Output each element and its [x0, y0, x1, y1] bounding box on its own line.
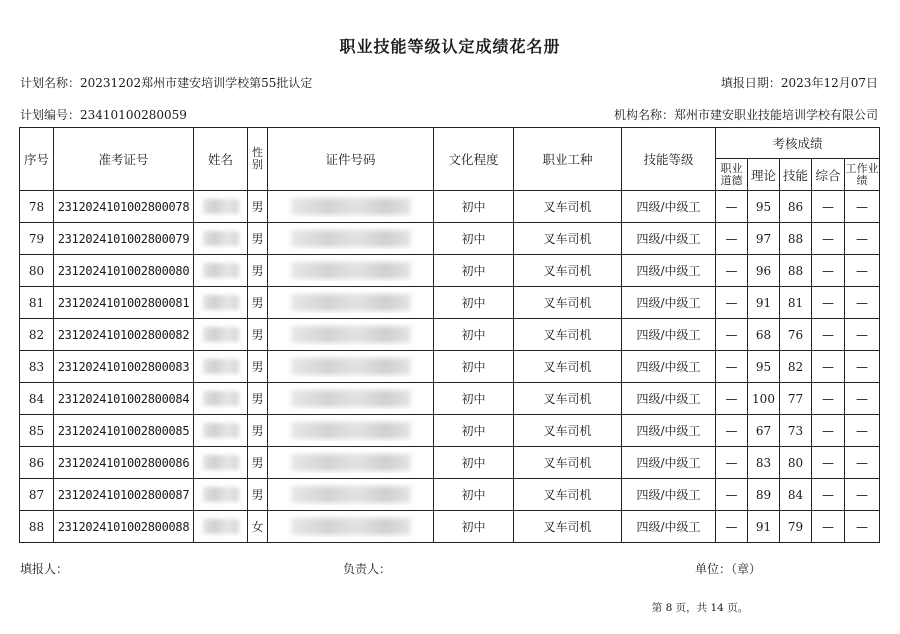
- header-comprehensive: 综合: [812, 159, 845, 191]
- cell-comprehensive: —: [812, 447, 845, 479]
- cell-name-redacted: [194, 447, 248, 479]
- cell-seq: 82: [20, 319, 54, 351]
- cell-seq: 86: [20, 447, 54, 479]
- redacted-name-block: [203, 263, 239, 278]
- redacted-id-block: [291, 262, 411, 279]
- cell-ethics: —: [716, 479, 748, 511]
- cell-occupation: 叉车司机: [514, 319, 622, 351]
- cell-education: 初中: [434, 351, 514, 383]
- cell-exam-no: 2312024101002800084: [54, 383, 194, 415]
- cell-exam-no: 2312024101002800079: [54, 223, 194, 255]
- cell-theory: 83: [748, 447, 780, 479]
- footer-responsible: 负责人：: [343, 562, 392, 576]
- cell-comprehensive: —: [812, 415, 845, 447]
- header-scores: 考核成绩: [716, 128, 880, 159]
- cell-id-redacted: [268, 287, 434, 319]
- cell-ethics: —: [716, 319, 748, 351]
- redacted-name-block: [203, 423, 239, 438]
- cell-id-redacted: [268, 383, 434, 415]
- plan-name-label: 计划名称：: [20, 76, 81, 90]
- cell-theory: 95: [748, 191, 780, 223]
- table-row: [20, 415, 880, 447]
- cell-gender: 男: [248, 351, 268, 383]
- cell-ethics: —: [716, 255, 748, 287]
- cell-occupation: 叉车司机: [514, 415, 622, 447]
- cell-seq: 81: [20, 287, 54, 319]
- cell-name-redacted: [194, 255, 248, 287]
- cell-id-redacted: [268, 223, 434, 255]
- cell-level: 四级/中级工: [622, 511, 716, 543]
- cell-work-performance: —: [845, 415, 880, 447]
- cell-occupation: 叉车司机: [514, 255, 622, 287]
- cell-theory: 67: [748, 415, 780, 447]
- redacted-id-block: [291, 326, 411, 343]
- cell-work-performance: —: [845, 447, 880, 479]
- score-roster-table: [19, 127, 880, 543]
- redacted-id-block: [291, 294, 411, 311]
- cell-name-redacted: [194, 383, 248, 415]
- cell-seq: 78: [20, 191, 54, 223]
- cell-name-redacted: [194, 319, 248, 351]
- cell-level: 四级/中级工: [622, 287, 716, 319]
- document-title: 职业技能等级认定成绩花名册: [339, 37, 561, 56]
- cell-id-redacted: [268, 415, 434, 447]
- cell-id-redacted: [268, 351, 434, 383]
- cell-occupation: 叉车司机: [514, 191, 622, 223]
- redacted-name-block: [203, 519, 239, 534]
- header-level: 技能等级: [622, 128, 716, 191]
- cell-name-redacted: [194, 351, 248, 383]
- footer-unit: 单位：（章）: [695, 562, 762, 576]
- cell-level: 四级/中级工: [622, 255, 716, 287]
- cell-id-redacted: [268, 191, 434, 223]
- cell-occupation: 叉车司机: [514, 511, 622, 543]
- cell-comprehensive: —: [812, 351, 845, 383]
- redacted-id-block: [291, 454, 411, 471]
- cell-education: 初中: [434, 511, 514, 543]
- cell-gender: 男: [248, 319, 268, 351]
- cell-exam-no: 2312024101002800088: [54, 511, 194, 543]
- cell-work-performance: —: [845, 287, 880, 319]
- cell-id-redacted: [268, 319, 434, 351]
- table-row: [20, 191, 880, 223]
- cell-exam-no: 2312024101002800083: [54, 351, 194, 383]
- cell-level: 四级/中级工: [622, 479, 716, 511]
- header-seq: 序号: [20, 128, 54, 191]
- cell-ethics: —: [716, 223, 748, 255]
- table-row: [20, 447, 880, 479]
- cell-level: 四级/中级工: [622, 415, 716, 447]
- cell-level: 四级/中级工: [622, 383, 716, 415]
- cell-education: 初中: [434, 383, 514, 415]
- cell-exam-no: 2312024101002800086: [54, 447, 194, 479]
- cell-gender: 男: [248, 383, 268, 415]
- cell-theory: 91: [748, 287, 780, 319]
- cell-exam-no: 2312024101002800082: [54, 319, 194, 351]
- cell-ethics: —: [716, 511, 748, 543]
- cell-occupation: 叉车司机: [514, 287, 622, 319]
- cell-occupation: 叉车司机: [514, 447, 622, 479]
- cell-level: 四级/中级工: [622, 319, 716, 351]
- cell-gender: 女: [248, 511, 268, 543]
- redacted-name-block: [203, 327, 239, 342]
- cell-gender: 男: [248, 287, 268, 319]
- header-skill: 技能: [780, 159, 812, 191]
- header-occupation: 职业工种: [514, 128, 622, 191]
- cell-education: 初中: [434, 415, 514, 447]
- cell-seq: 79: [20, 223, 54, 255]
- cell-seq: 80: [20, 255, 54, 287]
- cell-work-performance: —: [845, 255, 880, 287]
- redacted-name-block: [203, 231, 239, 246]
- plan-name-value: 20231202郑州市建安培训学校第55批认定: [80, 76, 313, 90]
- cell-work-performance: —: [845, 223, 880, 255]
- cell-theory: 68: [748, 319, 780, 351]
- cell-ethics: —: [716, 383, 748, 415]
- table-row: [20, 351, 880, 383]
- fill-date-line: [721, 74, 878, 91]
- cell-theory: 100: [748, 383, 780, 415]
- header-work-performance: 工作业绩: [845, 159, 880, 191]
- redacted-name-block: [203, 487, 239, 502]
- cell-skill: 80: [780, 447, 812, 479]
- cell-skill: 84: [780, 479, 812, 511]
- cell-name-redacted: [194, 191, 248, 223]
- cell-work-performance: —: [845, 191, 880, 223]
- org-label: 机构名称：: [613, 108, 674, 122]
- cell-level: 四级/中级工: [622, 223, 716, 255]
- cell-education: 初中: [434, 223, 514, 255]
- header-ethics: 职业道德: [716, 159, 748, 191]
- cell-theory: 97: [748, 223, 780, 255]
- header-id-no: 证件号码: [268, 128, 434, 191]
- cell-work-performance: —: [845, 383, 880, 415]
- plan-no-line: [20, 106, 187, 123]
- cell-gender: 男: [248, 255, 268, 287]
- redacted-id-block: [291, 422, 411, 439]
- table-row: [20, 383, 880, 415]
- cell-comprehensive: —: [812, 479, 845, 511]
- cell-skill: 76: [780, 319, 812, 351]
- cell-seq: 84: [20, 383, 54, 415]
- cell-theory: 89: [748, 479, 780, 511]
- cell-level: 四级/中级工: [622, 351, 716, 383]
- cell-education: 初中: [434, 479, 514, 511]
- redacted-name-block: [203, 295, 239, 310]
- cell-skill: 79: [780, 511, 812, 543]
- cell-gender: 男: [248, 479, 268, 511]
- fill-date-label: 填报日期：: [720, 76, 781, 90]
- cell-work-performance: —: [845, 479, 880, 511]
- cell-comprehensive: —: [812, 191, 845, 223]
- cell-comprehensive: —: [812, 383, 845, 415]
- header-exam-no: 准考证号: [54, 128, 194, 191]
- cell-id-redacted: [268, 255, 434, 287]
- cell-education: 初中: [434, 191, 514, 223]
- cell-comprehensive: —: [812, 319, 845, 351]
- table-row: [20, 287, 880, 319]
- cell-education: 初中: [434, 447, 514, 479]
- redacted-id-block: [291, 230, 411, 247]
- table-row: [20, 223, 880, 255]
- org-value: 郑州市建安职业技能培训学校有限公司: [673, 108, 878, 122]
- cell-comprehensive: —: [812, 255, 845, 287]
- cell-seq: 88: [20, 511, 54, 543]
- cell-skill: 86: [780, 191, 812, 223]
- cell-ethics: —: [716, 287, 748, 319]
- plan-no-label: 计划编号：: [20, 108, 81, 122]
- cell-skill: 77: [780, 383, 812, 415]
- redacted-name-block: [203, 455, 239, 470]
- cell-skill: 88: [780, 223, 812, 255]
- cell-exam-no: 2312024101002800078: [54, 191, 194, 223]
- cell-skill: 81: [780, 287, 812, 319]
- redacted-name-block: [203, 199, 239, 214]
- cell-name-redacted: [194, 223, 248, 255]
- cell-occupation: 叉车司机: [514, 351, 622, 383]
- org-line: [614, 106, 878, 123]
- redacted-name-block: [203, 391, 239, 406]
- cell-education: 初中: [434, 287, 514, 319]
- cell-work-performance: —: [845, 511, 880, 543]
- cell-occupation: 叉车司机: [514, 383, 622, 415]
- cell-name-redacted: [194, 287, 248, 319]
- redacted-name-block: [203, 359, 239, 374]
- cell-work-performance: —: [845, 319, 880, 351]
- table-row: [20, 479, 880, 511]
- footer-filler: 填报人：: [20, 562, 69, 576]
- cell-ethics: —: [716, 447, 748, 479]
- redacted-id-block: [291, 518, 411, 535]
- cell-education: 初中: [434, 255, 514, 287]
- cell-name-redacted: [194, 511, 248, 543]
- cell-theory: 96: [748, 255, 780, 287]
- cell-ethics: —: [716, 191, 748, 223]
- cell-level: 四级/中级工: [622, 447, 716, 479]
- cell-gender: 男: [248, 223, 268, 255]
- cell-comprehensive: —: [812, 223, 845, 255]
- cell-exam-no: 2312024101002800080: [54, 255, 194, 287]
- table-row: [20, 255, 880, 287]
- header-theory: 理论: [748, 159, 780, 191]
- plan-no-value: 23410100280059: [80, 108, 187, 122]
- cell-theory: 91: [748, 511, 780, 543]
- plan-name-line: [20, 74, 312, 91]
- cell-id-redacted: [268, 511, 434, 543]
- cell-comprehensive: —: [812, 511, 845, 543]
- cell-skill: 82: [780, 351, 812, 383]
- cell-education: 初中: [434, 319, 514, 351]
- redacted-id-block: [291, 486, 411, 503]
- cell-gender: 男: [248, 415, 268, 447]
- cell-skill: 88: [780, 255, 812, 287]
- cell-exam-no: 2312024101002800087: [54, 479, 194, 511]
- cell-work-performance: —: [845, 351, 880, 383]
- cell-occupation: 叉车司机: [514, 479, 622, 511]
- cell-name-redacted: [194, 415, 248, 447]
- cell-gender: 男: [248, 191, 268, 223]
- cell-id-redacted: [268, 447, 434, 479]
- cell-theory: 95: [748, 351, 780, 383]
- cell-exam-no: 2312024101002800085: [54, 415, 194, 447]
- redacted-id-block: [291, 358, 411, 375]
- cell-gender: 男: [248, 447, 268, 479]
- cell-ethics: —: [716, 415, 748, 447]
- page-indicator: 第 8 页，共 14 页。: [651, 602, 749, 614]
- header-education: 文化程度: [434, 128, 514, 191]
- header-name: 姓名: [194, 128, 248, 191]
- cell-seq: 83: [20, 351, 54, 383]
- cell-comprehensive: —: [812, 287, 845, 319]
- cell-level: 四级/中级工: [622, 191, 716, 223]
- cell-ethics: —: [716, 351, 748, 383]
- table-row: [20, 319, 880, 351]
- redacted-id-block: [291, 390, 411, 407]
- redacted-id-block: [291, 198, 411, 215]
- fill-date-value: 2023年12月07日: [780, 76, 878, 90]
- cell-id-redacted: [268, 479, 434, 511]
- cell-occupation: 叉车司机: [514, 223, 622, 255]
- cell-skill: 73: [780, 415, 812, 447]
- table-row: [20, 511, 880, 543]
- cell-exam-no: 2312024101002800081: [54, 287, 194, 319]
- cell-name-redacted: [194, 479, 248, 511]
- header-gender: 性别: [248, 128, 268, 191]
- cell-seq: 87: [20, 479, 54, 511]
- cell-seq: 85: [20, 415, 54, 447]
